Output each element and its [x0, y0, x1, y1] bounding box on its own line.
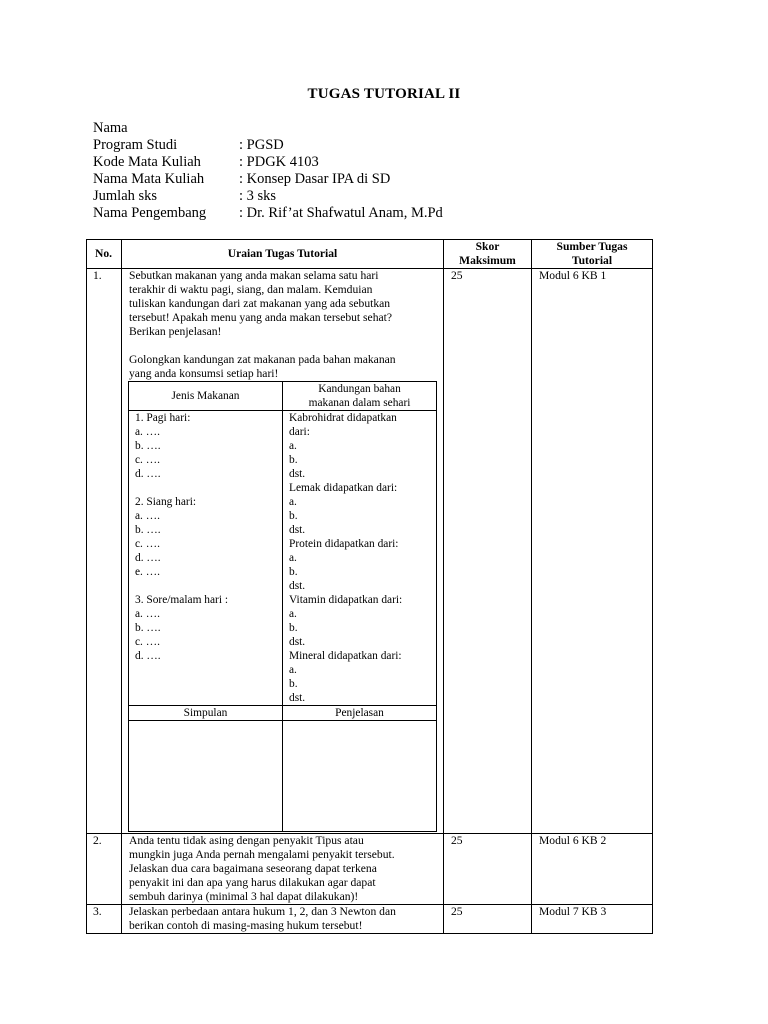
info-value: : 3 sks	[239, 188, 277, 204]
tutorial-task-table	[86, 239, 653, 934]
food-line: c. ….	[135, 538, 160, 550]
info-label: Nama Mata Kuliah	[93, 171, 205, 187]
task-source: Modul 6 KB 2	[532, 834, 653, 905]
info-row-nama-mata-kuliah	[93, 171, 443, 188]
content-line: b.	[289, 678, 298, 690]
content-line: a.	[289, 664, 297, 676]
task-line: Jelaskan perbedaan antara hukum 1, 2, dan 3 Newton dan	[129, 905, 396, 918]
content-line: dst.	[289, 580, 306, 592]
task-description	[122, 905, 444, 934]
inner-header-row	[129, 382, 437, 411]
food-content-table	[128, 381, 437, 832]
paragraph-gap	[129, 339, 439, 353]
inner-body-row	[129, 411, 437, 706]
info-label: Program Studi	[93, 137, 178, 153]
info-value: : Konsep Dasar IPA di SD	[239, 171, 391, 187]
food-line: c. ….	[135, 636, 160, 648]
content-line: dst.	[289, 636, 306, 648]
content-list-cell	[283, 411, 437, 706]
table-header-row	[87, 240, 653, 269]
food-line: 2. Siang hari:	[135, 496, 197, 508]
info-label: Nama	[93, 120, 128, 136]
content-line: a.	[289, 552, 297, 564]
task-line: Sebutkan makanan yang anda makan selama satu hari	[129, 269, 379, 282]
header-food-type: Jenis Makanan	[129, 382, 283, 411]
task-line: berikan contoh di masing-masing hukum tersebut!	[129, 919, 363, 932]
task-line: tersebut! Apakah menu yang anda makan tersebut sehat?	[129, 311, 393, 324]
info-row-kode-mata-kuliah	[93, 154, 443, 171]
row-number: 2.	[87, 834, 122, 905]
info-row-jumlah-sks	[93, 188, 443, 205]
food-line: b. ….	[135, 524, 161, 536]
max-score: 25	[444, 834, 532, 905]
task-line: penyakit ini dan apa yang harus dilakukan agar dapat	[129, 876, 376, 889]
food-line: a. ….	[135, 510, 160, 522]
food-list-cell	[129, 411, 283, 706]
food-line: d. ….	[135, 468, 161, 480]
info-value: : PGSD	[239, 137, 284, 153]
food-line: 1. Pagi hari:	[135, 412, 191, 424]
task-line: Golongkan kandungan zat makanan pada bahan makanan	[129, 353, 396, 366]
task-line: Jelaskan dua cara bagaimana seseorang dapat terkena	[129, 862, 377, 875]
header-source-line: Sumber Tugas	[556, 240, 628, 253]
content-line: dari:	[289, 426, 310, 438]
content-line: b.	[289, 622, 298, 634]
food-line: a. ….	[135, 608, 160, 620]
conclusion-answer-cell	[129, 721, 283, 832]
row-number: 1.	[87, 269, 122, 834]
task-line: mungkin juga Anda pernah mengalami penyakit tersebut.	[129, 848, 395, 861]
task-line: terakhir di waktu pagi, siang, dan malam. Kemduian	[129, 283, 373, 296]
content-line: b.	[289, 510, 298, 522]
header-explanation: Penjelasan	[283, 706, 437, 721]
info-value: : Dr. Rif’at Shafwatul Anam, M.Pd	[239, 205, 443, 221]
header-task: Uraian Tugas Tutorial	[122, 240, 444, 269]
content-line: dst.	[289, 524, 306, 536]
content-line: Vitamin didapatkan dari:	[289, 594, 403, 606]
food-gap	[135, 579, 282, 593]
info-row-nama-pengembang	[93, 205, 443, 222]
inner-footer-header-row	[129, 706, 437, 721]
header-food-content	[283, 382, 437, 411]
course-info	[93, 120, 443, 222]
max-score: 25	[444, 269, 532, 834]
food-line: b. ….	[135, 440, 161, 452]
page-title: TUGAS TUTORIAL II	[307, 86, 461, 102]
task-source: Modul 7 KB 3	[532, 905, 653, 934]
content-line: a.	[289, 440, 297, 452]
food-line: c. ….	[135, 454, 160, 466]
header-score	[444, 240, 532, 269]
table-row	[87, 905, 653, 934]
info-value: : PDGK 4103	[239, 154, 319, 170]
food-line: 3. Sore/malam hari :	[135, 594, 228, 606]
info-label: Jumlah sks	[93, 188, 158, 204]
task-line: yang anda konsumsi setiap hari!	[129, 367, 279, 380]
task-description	[122, 269, 444, 834]
header-no: No.	[87, 240, 122, 269]
info-label: Nama Pengembang	[93, 205, 207, 221]
food-gap	[135, 481, 282, 495]
inner-answer-row	[129, 721, 437, 832]
header-source-line: Tutorial	[571, 254, 613, 267]
content-line: Mineral didapatkan dari:	[289, 650, 402, 662]
task-line: Anda tentu tidak asing dengan penyakit Tipus atau	[129, 834, 364, 847]
header-content-line: Kandungan bahan	[318, 383, 401, 395]
max-score: 25	[444, 905, 532, 934]
info-row-nama	[93, 120, 443, 137]
task-line: Berikan penjelasan!	[129, 325, 222, 338]
explanation-answer-cell	[283, 721, 437, 832]
table-row	[87, 269, 653, 834]
content-line: b.	[289, 454, 298, 466]
table-row	[87, 834, 653, 905]
content-line: a.	[289, 496, 297, 508]
header-content-line: makanan dalam sehari	[308, 397, 411, 409]
header-source	[532, 240, 653, 269]
food-line: d. ….	[135, 552, 161, 564]
info-label: Kode Mata Kuliah	[93, 154, 201, 170]
content-line: Lemak didapatkan dari:	[289, 482, 398, 494]
content-line: Protein didapatkan dari:	[289, 538, 399, 550]
task-description	[122, 834, 444, 905]
food-line: a. ….	[135, 426, 160, 438]
info-row-program-studi	[93, 137, 443, 154]
header-score-line: Maksimum	[459, 254, 516, 267]
food-line: b. ….	[135, 622, 161, 634]
content-line: Kabrohidrat didapatkan	[289, 412, 397, 424]
task-line: sembuh darinya (minimal 3 hal dapat dilakukan)!	[129, 890, 359, 903]
task-line: tuliskan kandungan dari zat makanan yang ada sebutkan	[129, 297, 391, 310]
content-line: dst.	[289, 692, 306, 704]
food-line: d. ….	[135, 650, 161, 662]
content-line: dst.	[289, 468, 306, 480]
header-score-line: Skor	[475, 240, 500, 253]
row-number: 3.	[87, 905, 122, 934]
task-source: Modul 6 KB 1	[532, 269, 653, 834]
header-conclusion: Simpulan	[129, 706, 283, 721]
content-line: b.	[289, 566, 298, 578]
food-line: e. ….	[135, 566, 160, 578]
content-line: a.	[289, 608, 297, 620]
